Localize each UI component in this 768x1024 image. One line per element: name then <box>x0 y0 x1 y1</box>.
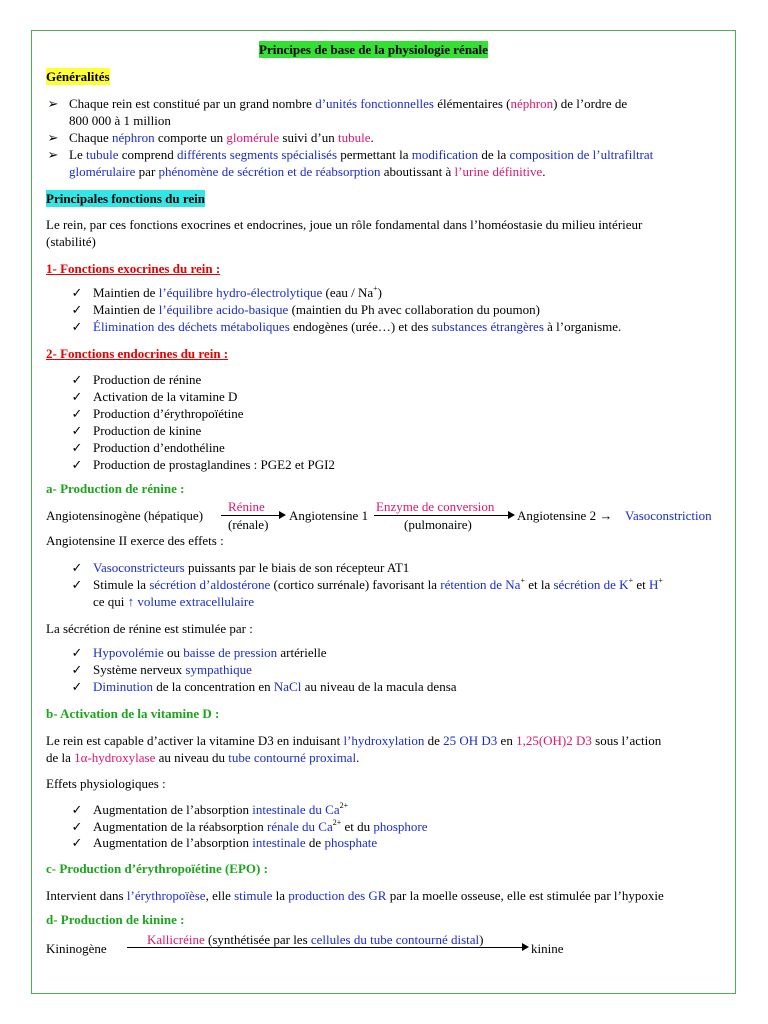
text-run: néphron <box>510 96 554 111</box>
text-run: au niveau de la macula densa <box>301 679 457 694</box>
check-icon: ✓ <box>71 406 83 421</box>
fonctions-intro-line2: (stabilité) <box>46 234 96 249</box>
text-run: (eau / Na <box>322 285 374 300</box>
exocrine-item <box>93 301 540 318</box>
check-icon: ✓ <box>71 560 83 575</box>
text-run: Diminution <box>93 679 153 694</box>
generalites-item-3-line2 <box>69 163 546 180</box>
text-run: l’équilibre hydro-électrolytique <box>158 285 323 300</box>
text-run: de la <box>478 147 510 162</box>
generalites-item-3 <box>69 146 653 163</box>
text-run: glomérule <box>226 130 280 145</box>
endocrine-item: Production d’endothéline <box>93 440 225 455</box>
text-run: H <box>648 577 659 592</box>
text-run: Augmentation de l’absorption <box>93 835 253 850</box>
generalites-item-1 <box>69 95 627 112</box>
text-run: et <box>633 577 649 592</box>
section-heading-endocrines: 2- Fonctions endocrines du rein : <box>46 346 229 361</box>
text-run: tubule <box>85 147 119 162</box>
text-run: intestinale du Ca <box>252 802 340 817</box>
text-run: intestinale <box>252 835 306 850</box>
endocrine-item: Production d’érythropoïétine <box>93 406 244 421</box>
text-run: l’érythropoïèse <box>126 888 206 903</box>
generalites-item-1-line2: 800 000 à 1 million <box>69 113 171 128</box>
generalites-item-2 <box>69 129 374 146</box>
text-run: de <box>305 835 325 850</box>
text-run: phosphore <box>373 819 428 834</box>
text-run: (maintien du Ph avec collaboration du poumon) <box>288 302 540 317</box>
angiotensine-effect <box>93 576 663 593</box>
arrow-right-icon <box>279 511 286 519</box>
text-run: la <box>272 888 289 903</box>
chain-enzyme-conversion-origin: (pulmonaire) <box>404 517 472 532</box>
exocrine-item <box>93 318 621 335</box>
superscript: + <box>520 576 525 585</box>
text-run: comprend <box>118 147 177 162</box>
angiotensine-effect <box>93 559 409 576</box>
text-run: modification <box>411 147 479 162</box>
text-run: phénomène de sécrétion et de réabsorption <box>158 164 381 179</box>
text-run: 25 OH D3 <box>443 733 498 748</box>
vitamine-d-effect <box>93 801 348 818</box>
text-run: et la <box>524 577 554 592</box>
text-run: . <box>370 130 374 145</box>
text-run: 1,25(OH)2 D3 <box>516 733 592 748</box>
text-run: différents segments spécialisés <box>176 147 338 162</box>
vitamine-d-effect <box>93 834 377 851</box>
text-run: Élimination des déchets métaboliques <box>93 319 290 334</box>
text-run: (synthétisée par les <box>204 932 311 947</box>
chain-vasoconstriction: Vasoconstriction <box>625 508 712 523</box>
text-run: à l’organisme. <box>543 319 622 334</box>
superscript: + <box>658 576 663 585</box>
check-icon: ✓ <box>71 319 83 334</box>
endocrine-item: Production de rénine <box>93 372 202 387</box>
text-run: sécrétion de K <box>553 577 629 592</box>
text-run: en <box>497 733 517 748</box>
text-run: production des GR <box>288 888 387 903</box>
text-run: comporte un <box>154 130 227 145</box>
check-icon: ✓ <box>71 835 83 850</box>
text-run: ↑ volume extracellulaire <box>127 594 254 609</box>
renine-stim-item <box>93 678 457 695</box>
angiotensine-effects-intro: Angiotensine II exerce des effets : <box>46 533 224 548</box>
text-run: Augmentation de la réabsorption <box>93 819 268 834</box>
epo-line <box>46 887 664 904</box>
text-run: Système nerveux <box>93 662 186 677</box>
section-heading-epo: c- Production d’érythropoïétine (EPO) : <box>46 861 268 876</box>
arrow-bullet-icon: ➢ <box>47 147 59 162</box>
text-run: ou <box>163 645 184 660</box>
text-run: permettant la <box>337 147 412 162</box>
text-run: artérielle <box>277 645 327 660</box>
superscript: + <box>628 576 634 585</box>
text-run: l’équilibre acido-basique <box>158 302 289 317</box>
section-heading-renine: a- Production de rénine : <box>46 481 185 496</box>
text-run: rénale du Ca <box>267 819 333 834</box>
check-icon: ✓ <box>71 302 83 317</box>
text-run: par <box>135 164 159 179</box>
text-run: Kallicréine <box>147 932 205 947</box>
text-run: Maintien de <box>93 302 159 317</box>
superscript: + <box>373 284 378 293</box>
arrow-bullet-icon: ➢ <box>47 130 59 145</box>
superscript: 2+ <box>332 818 342 827</box>
text-run: baisse de pression <box>183 645 278 660</box>
check-icon: ✓ <box>71 679 83 694</box>
text-run: Stimule la <box>93 577 150 592</box>
text-run: sécrétion d’aldostérone <box>149 577 271 592</box>
vitamine-d-line2 <box>46 749 359 766</box>
endocrine-item: Production de kinine <box>93 423 202 438</box>
vitamine-d-effects-intro: Effets physiologiques : <box>46 776 166 791</box>
arrow-bullet-icon: ➢ <box>47 96 59 111</box>
check-icon: ✓ <box>71 285 83 300</box>
chain-angiotensine-2: Angiotensine 2 → <box>517 508 613 523</box>
text-run: sous l’action <box>591 733 662 748</box>
kinine-product: kinine <box>531 941 564 956</box>
text-run: Maintien de <box>93 285 159 300</box>
section-heading-fonctions: Principales fonctions du rein <box>46 191 206 206</box>
text-run: NaCl <box>273 679 302 694</box>
text-run: Vasoconstricteurs <box>93 560 185 575</box>
renine-stim-intro: La sécrétion de rénine est stimulée par : <box>46 621 253 636</box>
text-run: tubule <box>338 130 371 145</box>
text-run: ) <box>377 285 382 300</box>
text-run: phosphate <box>324 835 378 850</box>
endocrine-item: Activation de la vitamine D <box>93 389 238 404</box>
section-heading-kinine: d- Production de kinine : <box>46 912 185 927</box>
text-run: ce qui <box>93 594 128 609</box>
text-run: , elle <box>205 888 235 903</box>
text-run: Chaque <box>69 130 112 145</box>
section-heading-generalites: Généralités <box>46 69 110 84</box>
chain-enzyme-renine: Rénine <box>228 499 265 514</box>
text-run: stimule <box>234 888 273 903</box>
arrow-right-icon <box>522 943 529 951</box>
text-run: Chaque rein est constitué par un grand nombre <box>69 96 316 111</box>
chain-enzyme-renine-origin: (rénale) <box>228 517 269 532</box>
text-run: par la moelle osseuse, elle est stimulée par l’hypoxie <box>386 888 664 903</box>
check-icon: ✓ <box>71 423 83 438</box>
text-run: Augmentation de l’absorption <box>93 802 253 817</box>
text-run: endogènes (urée…) et des <box>289 319 432 334</box>
text-run: aboutissant à <box>380 164 455 179</box>
vitamine-d-effect <box>93 818 428 835</box>
check-icon: ✓ <box>71 662 83 677</box>
section-heading-vitamine-d: b- Activation de la vitamine D : <box>46 706 220 721</box>
check-icon: ✓ <box>71 819 83 834</box>
check-icon: ✓ <box>71 372 83 387</box>
fonctions-intro-line1: Le rein, par ces fonctions exocrines et endocrines, joue un rôle fondamental dans l’homéostasie du milieu intérieur <box>46 217 643 232</box>
chain-enzyme-conversion: Enzyme de conversion <box>376 499 495 514</box>
text-run: 1α-hydroxylase <box>74 750 156 765</box>
text-run: . <box>542 164 546 179</box>
text-run: glomérulaire <box>69 164 136 179</box>
text-run: ) de l’ordre de <box>553 96 628 111</box>
kininogene: Kininogène <box>46 941 107 956</box>
check-icon: ✓ <box>71 577 83 592</box>
renine-stim-item <box>93 644 327 661</box>
check-icon: ✓ <box>71 457 83 472</box>
text-run: tube contourné proximal <box>228 750 357 765</box>
text-run: cellules du tube contourné distal <box>310 932 480 947</box>
text-run: (cortico surrénale) favorisant la <box>270 577 441 592</box>
chain-angiotensine-1: Angiotensine 1 <box>289 508 369 523</box>
text-run: composition de l’ultrafiltrat <box>509 147 654 162</box>
text-run: sympathique <box>185 662 252 677</box>
text-run: élémentaires ( <box>434 96 511 111</box>
page-title: Principes de base de la physiologie rénale <box>259 42 488 57</box>
text-run: de <box>424 733 444 748</box>
check-icon: ✓ <box>71 802 83 817</box>
check-icon: ✓ <box>71 440 83 455</box>
check-icon: ✓ <box>71 389 83 404</box>
text-run: de la <box>46 750 75 765</box>
text-run: Intervient dans <box>46 888 127 903</box>
text-run: au niveau du <box>155 750 229 765</box>
text-run: Le rein est capable d’activer la vitamine D3 en induisant <box>46 733 344 748</box>
kallicreine-label <box>147 931 483 948</box>
kinine-arrow <box>127 947 522 948</box>
text-run: et du <box>341 819 374 834</box>
text-run: d’unités fonctionnelles <box>315 96 434 111</box>
arrow-right-icon <box>508 511 515 519</box>
check-icon: ✓ <box>71 645 83 660</box>
text-run: ) <box>479 932 484 947</box>
text-run: substances étrangères <box>431 319 544 334</box>
text-run: Le <box>69 147 86 162</box>
section-heading-exocrines: 1- Fonctions exocrines du rein : <box>46 261 221 276</box>
text-run: . <box>356 750 360 765</box>
vitamine-d-line1 <box>46 732 661 749</box>
text-run: néphron <box>111 130 155 145</box>
angiotensine-effect-line2 <box>93 593 254 610</box>
endocrine-item: Production de prostaglandines : PGE2 et PGI2 <box>93 457 335 472</box>
chain-angiotensinogene: Angiotensinogène (hépatique) <box>46 508 204 523</box>
text-run: rétention de Na <box>440 577 521 592</box>
text-run: suivi d’un <box>279 130 339 145</box>
text-run: l’hydroxylation <box>343 733 425 748</box>
text-run: puissants par le biais de son récepteur AT1 <box>184 560 410 575</box>
text-run: Hypovolémie <box>93 645 164 660</box>
superscript: 2+ <box>339 801 349 810</box>
exocrine-item <box>93 284 382 301</box>
renine-stim-item <box>93 661 252 678</box>
text-run: l’urine définitive <box>454 164 543 179</box>
text-run: de la concentration en <box>152 679 274 694</box>
